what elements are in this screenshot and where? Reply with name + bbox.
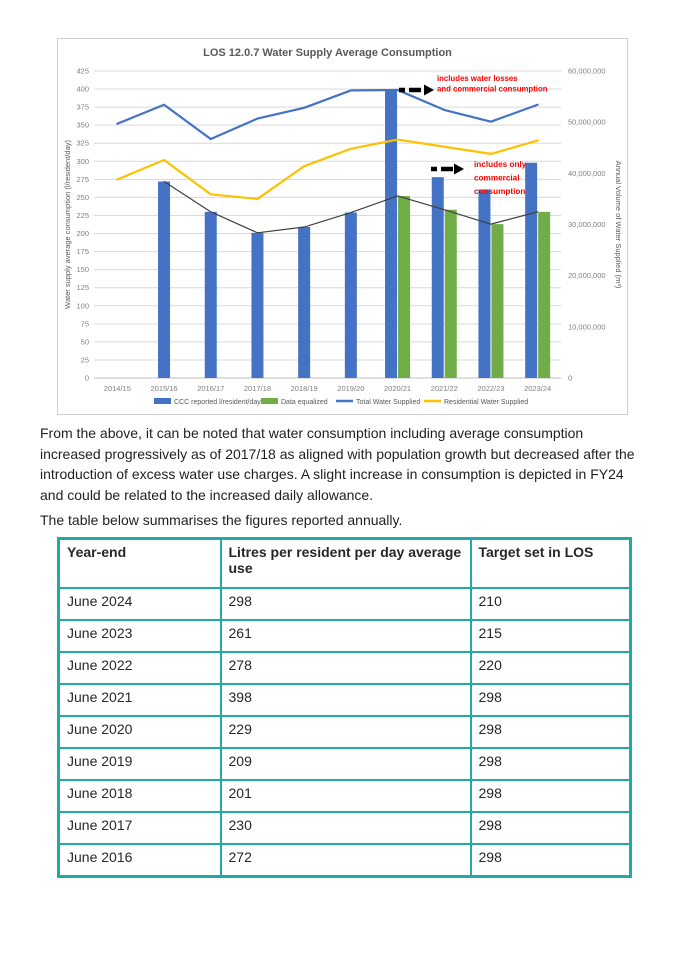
svg-text:100: 100 <box>76 301 89 311</box>
dashed-arrow-icon <box>454 164 464 175</box>
svg-text:400: 400 <box>76 84 89 94</box>
svg-text:350: 350 <box>76 120 89 130</box>
legend-swatch-icon <box>261 398 278 404</box>
table-cell: June 2024 <box>59 588 221 620</box>
bars-group <box>158 91 550 378</box>
table-intro-paragraph: The table below summarises the figures reported annually. <box>40 512 403 528</box>
consumption-chart-figure <box>57 38 628 415</box>
table-cell: 209 <box>221 748 471 780</box>
annual-figures-table-grid <box>57 537 632 878</box>
svg-text:60,000,000: 60,000,000 <box>568 66 606 76</box>
table-body <box>59 588 631 877</box>
bar-ccc-reported <box>345 213 357 378</box>
legend-item <box>336 399 420 406</box>
svg-text:2015/16: 2015/16 <box>150 384 178 393</box>
bar-data-equalized <box>445 210 457 378</box>
svg-text:Residential Water Supplied: Residential Water Supplied <box>444 399 529 406</box>
svg-text:250: 250 <box>76 192 89 202</box>
bar-ccc-reported <box>478 189 490 378</box>
svg-text:2017/18: 2017/18 <box>243 384 272 393</box>
table-cell: June 2020 <box>59 716 221 748</box>
table-row <box>59 684 631 716</box>
dashed-arrow-icon <box>424 85 434 96</box>
svg-text:300: 300 <box>76 156 89 166</box>
legend-item <box>154 398 261 406</box>
svg-text:0: 0 <box>568 373 573 383</box>
bar-ccc-reported <box>298 227 310 378</box>
bar-ccc-reported <box>525 163 537 378</box>
svg-text:10,000,000: 10,000,000 <box>568 322 606 332</box>
svg-text:75: 75 <box>80 319 89 329</box>
svg-text:Total Water Supplied: Total Water Supplied <box>356 399 421 406</box>
svg-text:2019/20: 2019/20 <box>337 384 365 393</box>
column-header: Target set in LOS <box>471 539 631 589</box>
svg-text:375: 375 <box>76 102 89 112</box>
table-cell: June 2023 <box>59 620 221 652</box>
legend-item <box>424 399 528 406</box>
table-row <box>59 780 631 812</box>
legend-item <box>261 398 328 406</box>
table-cell: June 2021 <box>59 684 221 716</box>
bar-ccc-reported <box>251 233 263 378</box>
table-row <box>59 588 631 620</box>
bar-data-equalized <box>538 212 550 378</box>
svg-text:2014/15: 2014/15 <box>103 384 131 393</box>
svg-text:225: 225 <box>76 210 89 220</box>
table-cell: 298 <box>471 844 631 877</box>
svg-text:2023/24: 2023/24 <box>524 384 552 393</box>
table-cell: 298 <box>471 684 631 716</box>
svg-text:125: 125 <box>76 283 89 293</box>
line-total-water-supplied <box>117 90 537 139</box>
table-cell: 398 <box>221 684 471 716</box>
legend-swatch-icon <box>154 398 171 404</box>
svg-text:2020/21: 2020/21 <box>383 384 412 393</box>
left-axis-title: Water supply average consumption (l/resident/day) <box>63 140 72 309</box>
table-cell: 261 <box>221 620 471 652</box>
table-cell: 278 <box>221 652 471 684</box>
svg-text:40,000,000: 40,000,000 <box>568 168 606 178</box>
table-cell: 220 <box>471 652 631 684</box>
svg-text:Data equalized: Data equalized <box>281 399 328 406</box>
table-cell: June 2019 <box>59 748 221 780</box>
table-cell: 215 <box>471 620 631 652</box>
analysis-paragraph: From the above, it can be noted that water consumption including average consumption increased progressively as of 2017/18 as aligned with population growth but decreased after the introduction of excess water use charges. A slight increase in consumption is depicted in FY24 and could be related to the increased daily allowance. <box>40 425 635 503</box>
table-cell: 298 <box>471 780 631 812</box>
annual-figures-table <box>57 537 632 878</box>
bar-ccc-reported <box>385 91 397 378</box>
column-header: Year-end <box>59 539 221 589</box>
right-axis-title: Annual Volume of Water Supplied (m³) <box>614 160 623 289</box>
table-header-row <box>59 539 631 589</box>
table-cell: 230 <box>221 812 471 844</box>
table-row <box>59 844 631 877</box>
table-row <box>59 620 631 652</box>
table-row <box>59 748 631 780</box>
table-cell: June 2017 <box>59 812 221 844</box>
svg-text:175: 175 <box>76 247 89 257</box>
bar-ccc-reported <box>158 182 170 378</box>
bar-ccc-reported <box>205 212 217 378</box>
svg-text:50,000,000: 50,000,000 <box>568 117 606 127</box>
svg-text:50: 50 <box>80 337 89 347</box>
table-cell: 201 <box>221 780 471 812</box>
table-cell: June 2022 <box>59 652 221 684</box>
svg-text:2021/22: 2021/22 <box>430 384 458 393</box>
svg-text:2016/17: 2016/17 <box>197 384 225 393</box>
svg-text:includes onlycommercialconsump: includes only commercial consumption <box>474 160 527 196</box>
svg-text:0: 0 <box>84 373 89 383</box>
svg-text:200: 200 <box>76 229 89 239</box>
chart-title: LOS 12.0.7 Water Supply Average Consumption <box>203 47 452 59</box>
svg-text:2022/23: 2022/23 <box>477 384 505 393</box>
table-row <box>59 812 631 844</box>
svg-text:includes water lossesand comme: includes water losses and commercial consumption <box>437 74 548 94</box>
table-cell: 298 <box>471 716 631 748</box>
table-cell: 298 <box>471 812 631 844</box>
table-cell: 298 <box>221 588 471 620</box>
annotation-callout <box>399 74 548 96</box>
table-cell: 210 <box>471 588 631 620</box>
svg-text:150: 150 <box>76 265 89 275</box>
chart-legend <box>154 398 528 406</box>
svg-text:425: 425 <box>76 66 89 76</box>
bar-data-equalized <box>398 196 410 378</box>
table-cell: June 2016 <box>59 844 221 877</box>
table-cell: 272 <box>221 844 471 877</box>
table-cell: 298 <box>471 748 631 780</box>
table-cell: 229 <box>221 716 471 748</box>
table-row <box>59 652 631 684</box>
svg-text:20,000,000: 20,000,000 <box>568 271 606 281</box>
svg-text:CCC reported l/resident/day: CCC reported l/resident/day <box>174 399 261 406</box>
table-row <box>59 716 631 748</box>
svg-text:25: 25 <box>80 355 89 365</box>
bar-data-equalized <box>491 224 503 378</box>
svg-text:2018/19: 2018/19 <box>290 384 318 393</box>
column-header: Litres per resident per day average use <box>221 539 471 589</box>
consumption-chart <box>58 39 627 414</box>
svg-text:30,000,000: 30,000,000 <box>568 220 606 229</box>
x-axis-labels <box>104 384 551 393</box>
table-cell: June 2018 <box>59 780 221 812</box>
svg-text:275: 275 <box>76 174 89 184</box>
annotation-callout <box>431 160 527 196</box>
svg-text:325: 325 <box>76 138 89 148</box>
